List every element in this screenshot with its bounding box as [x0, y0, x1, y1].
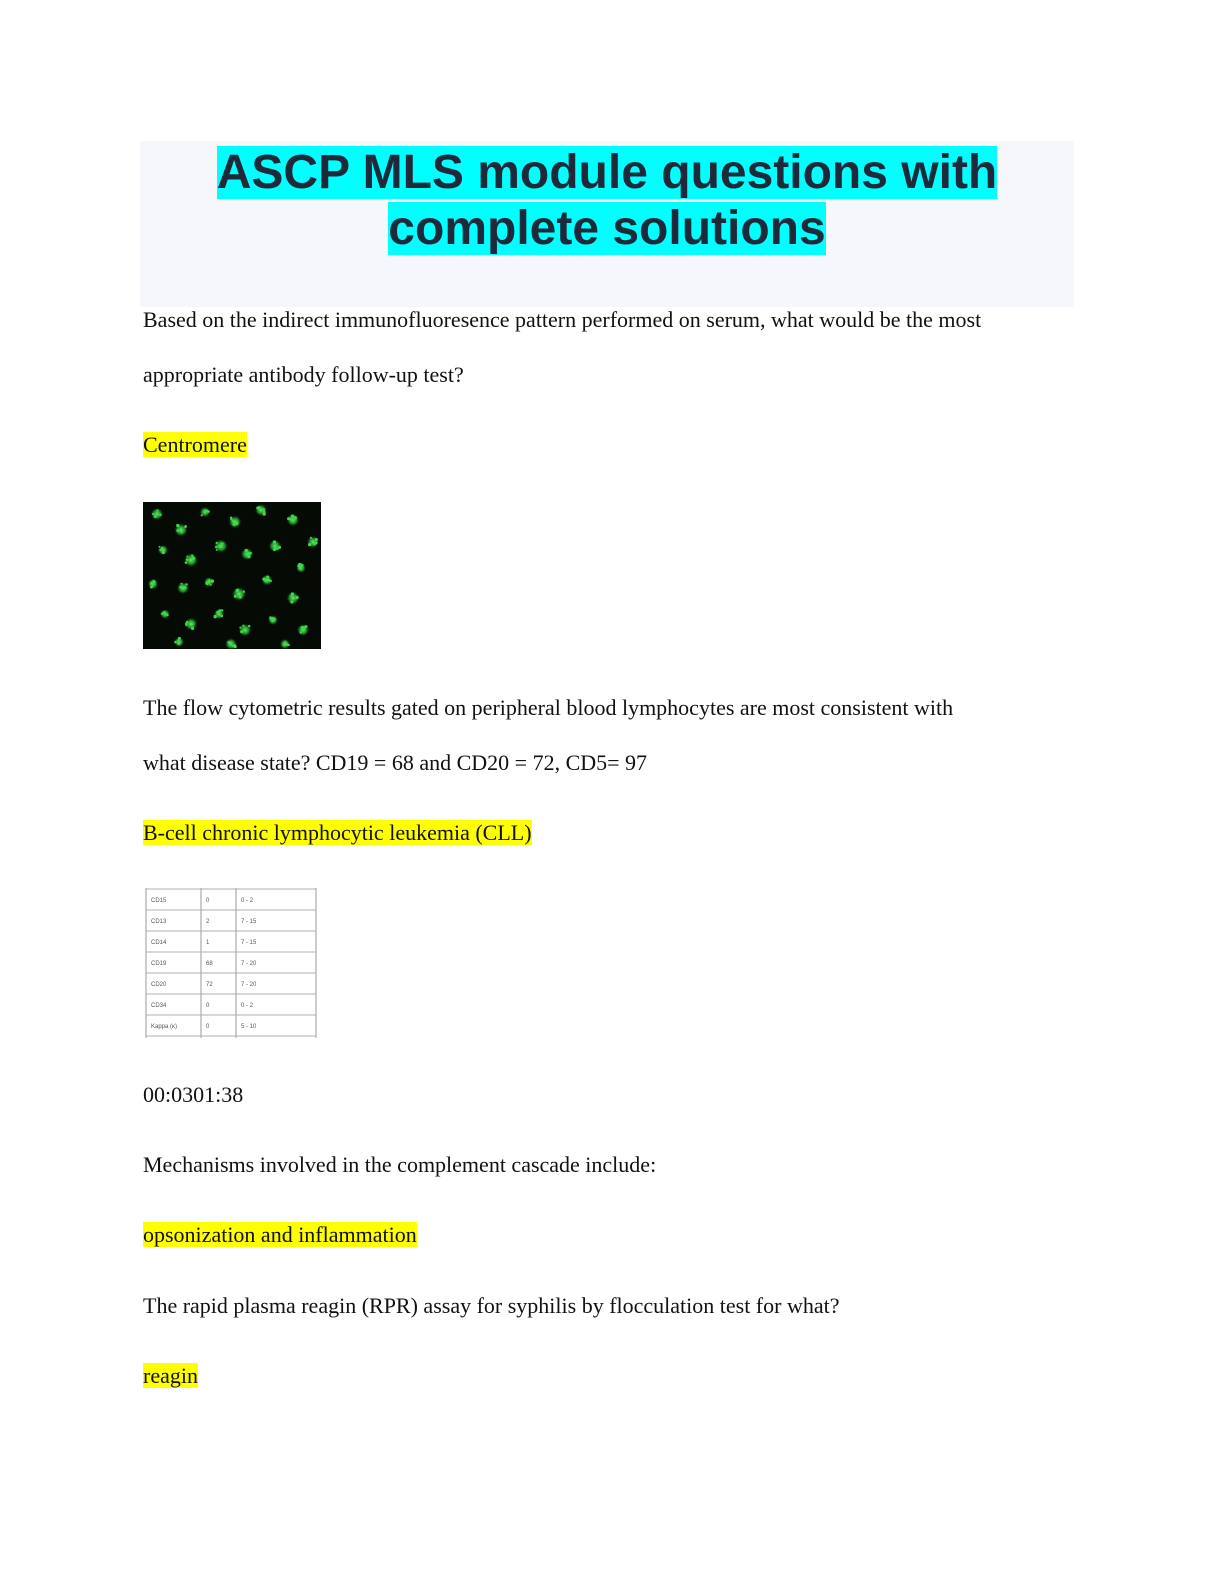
- centromere-speckle: [156, 509, 158, 511]
- timestamp: 00:0301:38: [143, 1082, 244, 1107]
- centromere-speckle: [213, 615, 216, 618]
- centromere-speckle: [266, 576, 269, 579]
- table-cell: 0: [206, 1003, 210, 1009]
- question-2-line-1: The flow cytometric results gated on peripheral blood lymphocytes are most consistent with: [143, 695, 954, 720]
- question-2-line-2: what disease state? CD19 = 68 and CD20 = 72, CD5= 97: [143, 750, 648, 775]
- centromere-speckle: [290, 594, 292, 596]
- centromere-speckle: [216, 542, 218, 544]
- centromere-speckle: [221, 542, 223, 544]
- centromere-speckle: [161, 613, 163, 615]
- centromere-speckle: [191, 555, 193, 557]
- centromere-speckle: [283, 644, 285, 646]
- answer-4-text: reagin: [143, 1363, 198, 1388]
- answer-2-text: B-cell chronic lymphocytic leukemia (CLL): [143, 820, 532, 845]
- centromere-speckle: [300, 563, 302, 565]
- table-cell: 7 - 15: [241, 940, 257, 946]
- centromere-speckle: [249, 552, 252, 555]
- answer-3: [143, 1222, 417, 1248]
- centromere-speckle: [273, 540, 276, 543]
- centromere-speckle: [192, 557, 195, 560]
- centromere-speckle: [290, 601, 293, 604]
- centromere-speckle: [186, 559, 188, 561]
- table-cell: 1: [206, 940, 210, 946]
- question-1-line-2: appropriate antibody follow-up test?: [143, 362, 464, 387]
- centromere-speckle: [313, 542, 316, 545]
- centromere-speckle: [262, 578, 265, 581]
- centromere-speckle: [239, 627, 241, 629]
- answer-3-text: opsonization and inflammation: [143, 1222, 417, 1247]
- centromere-speckle: [185, 561, 188, 564]
- centromere-speckle: [235, 522, 238, 525]
- table-cell: 7 - 20: [241, 982, 257, 988]
- table-cell: 0: [206, 898, 210, 904]
- centromere-speckle: [218, 545, 221, 548]
- centromere-speckle: [300, 631, 302, 633]
- centromere-speckle: [184, 526, 186, 528]
- centromere-speckle: [263, 508, 266, 511]
- centromere-speckle: [247, 555, 250, 558]
- centromere-speckle: [164, 612, 166, 614]
- answer-1: [143, 432, 247, 458]
- centromere-speckle: [159, 514, 161, 516]
- centromere-speckle: [166, 613, 169, 616]
- centromere-speckle: [201, 514, 203, 516]
- centromere-speckle: [160, 549, 162, 551]
- question-4: The rapid plasma reagin (RPR) assay for syphilis by flocculation test for what?: [143, 1293, 840, 1318]
- centromere-speckle: [154, 515, 157, 518]
- centromere-speckle: [208, 579, 210, 581]
- centromere-speckle: [232, 520, 235, 523]
- centromere-speckle: [256, 506, 259, 509]
- table-cell: Kappa (κ): [151, 1024, 178, 1030]
- table-cell: 68: [206, 961, 213, 967]
- centromere-speckle: [159, 546, 161, 548]
- centromere-speckle: [162, 551, 165, 554]
- centromere-speckle: [150, 582, 153, 585]
- answer-1-text: Centromere: [143, 432, 247, 457]
- table-cell: CD13: [151, 919, 167, 925]
- table-cell: CD34: [151, 1003, 167, 1009]
- centromere-speckle: [174, 641, 177, 644]
- centromere-speckle: [176, 524, 179, 527]
- question-3: Mechanisms involved in the complement cascade include:: [143, 1152, 657, 1177]
- centromere-speckle: [178, 637, 181, 640]
- answer-4: [143, 1363, 198, 1389]
- centromere-speckle: [161, 547, 163, 549]
- centromere-speckle: [221, 609, 223, 611]
- centromere-speckle: [210, 584, 212, 586]
- centromere-speckle: [180, 531, 182, 533]
- centromere-speckle: [273, 548, 276, 551]
- centromere-speckle: [192, 623, 194, 625]
- centromere-speckle: [315, 538, 318, 541]
- title-line-2: complete solutions: [388, 202, 826, 255]
- centromere-speckle: [177, 643, 179, 645]
- table-cell: CD19: [151, 961, 167, 967]
- centromere-speckle: [185, 624, 187, 626]
- centromere-speckle: [308, 543, 311, 546]
- centromere-speckle: [216, 549, 218, 551]
- centromere-speckle: [184, 586, 187, 589]
- table-cell: 0 - 2: [241, 1003, 254, 1009]
- centromere-speckle: [273, 617, 276, 620]
- centromere-speckle: [276, 547, 279, 550]
- fluorescent-cell: [232, 587, 247, 602]
- centromere-speckle: [186, 556, 188, 558]
- centromere-speckle: [245, 549, 248, 552]
- title-box: [140, 141, 1074, 307]
- centromere-speckle: [153, 580, 155, 582]
- centromere-speckle: [216, 611, 219, 614]
- centromere-speckle: [291, 514, 294, 517]
- centromere-speckle: [244, 629, 247, 632]
- centromere-speckle: [242, 625, 244, 627]
- centromere-speckle: [288, 644, 290, 646]
- centromere-speckle: [215, 546, 218, 549]
- centromere-speckle: [156, 513, 158, 515]
- table-cell: CD14: [151, 940, 167, 946]
- centromere-speckle: [233, 644, 236, 647]
- centromere-speckle: [239, 596, 242, 599]
- centromere-speckle: [233, 523, 236, 526]
- centromere-speckle: [248, 625, 250, 627]
- centromere-speckle: [263, 511, 266, 514]
- centromere-speckle: [230, 516, 232, 518]
- centromere-speckle: [240, 630, 243, 633]
- table-cell: 2: [206, 919, 210, 925]
- centromere-speckle: [268, 579, 271, 582]
- centromere-speckle: [303, 626, 306, 629]
- question-1-line-1: Based on the indirect immunofluoresence pattern performed on serum, what would be the most: [143, 307, 982, 332]
- centromere-speckle: [180, 586, 182, 588]
- centromere-speckle: [205, 581, 208, 584]
- centromere-speckle: [243, 590, 245, 592]
- centromere-speckle: [295, 596, 298, 599]
- table-cell: 0 - 2: [241, 898, 254, 904]
- centromere-speckle: [287, 517, 290, 520]
- fluorescent-cell: [307, 536, 320, 549]
- table-cell: 72: [206, 982, 213, 988]
- answer-2: [143, 820, 532, 846]
- table-cell: 7 - 15: [241, 919, 257, 925]
- centromere-speckle: [151, 586, 153, 588]
- table-cell: CD20: [151, 982, 167, 988]
- centromere-speckle: [310, 537, 312, 539]
- document-title: [140, 145, 1074, 257]
- centromere-speckle: [229, 641, 232, 644]
- centromere-speckle: [185, 583, 187, 585]
- centromere-speckle: [186, 621, 188, 623]
- centromere-speckle: [164, 613, 166, 615]
- centromere-speckle: [176, 529, 179, 532]
- centromere-speckle: [234, 595, 237, 598]
- title-line-1: ASCP MLS module questions with: [216, 146, 998, 199]
- centromere-speckle: [181, 583, 183, 585]
- table-cell: 7 - 20: [241, 961, 257, 967]
- table-cell: CD15: [151, 898, 167, 904]
- centromere-speckle: [191, 627, 194, 630]
- centromere-speckle: [211, 579, 214, 582]
- immunofluorescence-image: [143, 502, 321, 649]
- flow-cytometry-table-image: [145, 888, 317, 1038]
- centromere-speckle: [207, 511, 209, 513]
- fluorescent-cell: [177, 582, 190, 595]
- centromere-speckle: [284, 641, 286, 643]
- table-cell: 5 - 10: [241, 1024, 257, 1030]
- centromere-speckle: [220, 615, 223, 618]
- table-cell: 0: [206, 1024, 210, 1030]
- centromere-speckle: [236, 589, 239, 592]
- centromere-speckle: [152, 513, 154, 515]
